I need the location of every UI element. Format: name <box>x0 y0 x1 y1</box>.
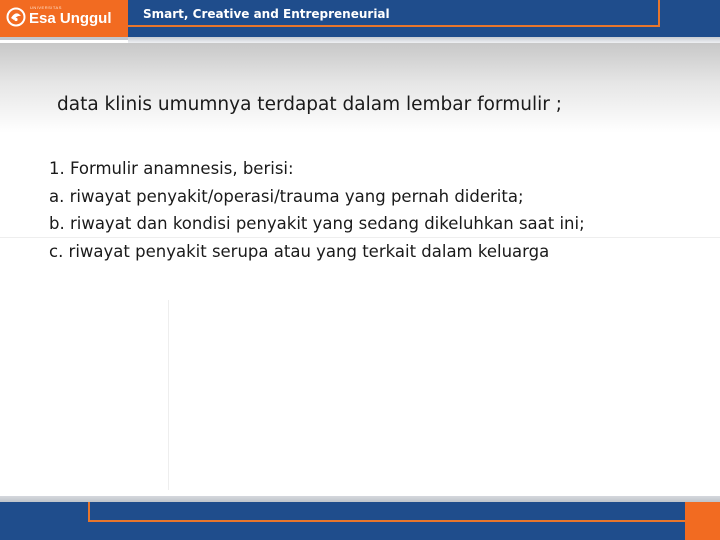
list-item: b. riwayat dan kondisi penyakit yang sedang dikeluhkan saat ini; <box>49 214 585 233</box>
list-item: a. riwayat penyakit/operasi/trauma yang pernah diderita; <box>49 186 524 206</box>
background-gradient-band <box>0 43 720 133</box>
footer-decorative-frame <box>88 502 685 522</box>
header-tagline: Smart, Creative and Entrepreneurial <box>143 7 390 21</box>
logo-name: Esa Unggul <box>29 10 112 27</box>
list-item: 1. Formulir anamnesis, berisi: <box>49 159 294 178</box>
slide-title: data klinis umumnya terdapat dalam lembar formulir ; <box>57 94 562 115</box>
background-faint-line <box>168 300 169 490</box>
header-divider <box>0 37 128 40</box>
footer-orange-block <box>685 502 720 540</box>
content-list <box>49 155 585 265</box>
list-item: c. riwayat penyakit serupa atau yang terkait dalam keluarga <box>49 241 550 261</box>
header-bar <box>0 0 720 37</box>
logo-university-label: UNIVERSITAS <box>30 5 62 10</box>
esa-unggul-emblem-icon <box>6 7 26 27</box>
logo <box>0 0 128 37</box>
